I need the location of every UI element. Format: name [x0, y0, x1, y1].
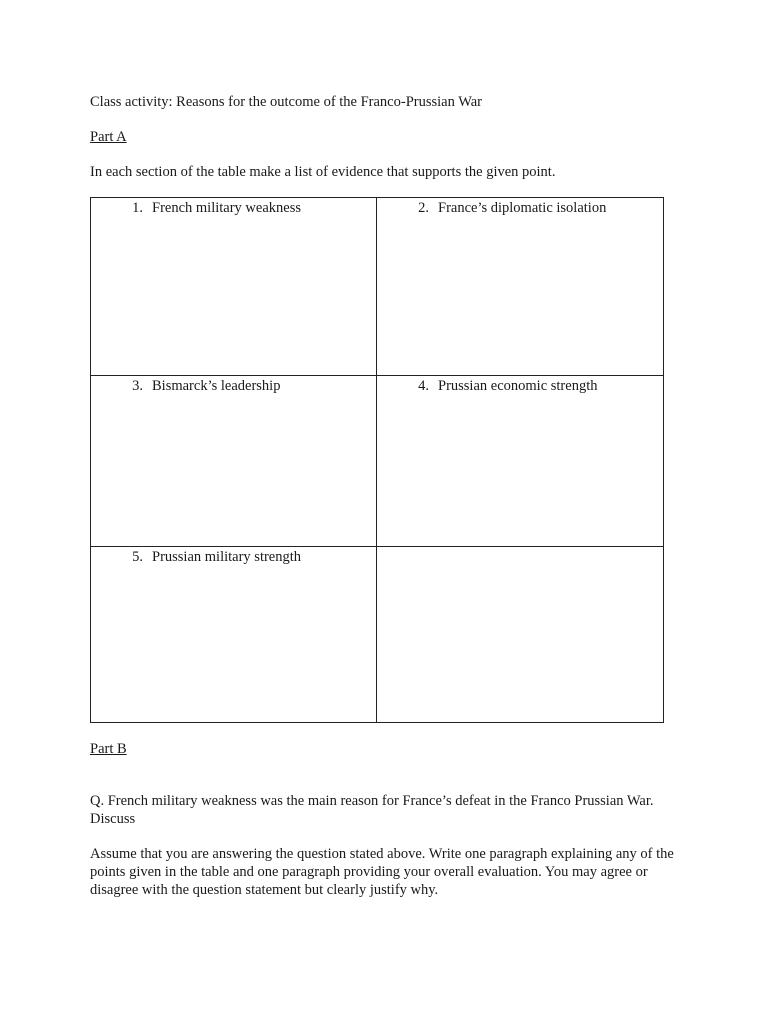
cell-number: 3. — [132, 378, 143, 394]
part-b-question: Q. French military weakness was the main reason for France’s defeat in the Franco Prussian War. Discuss — [90, 793, 654, 827]
cell-heading — [377, 198, 663, 217]
cell-label: Bismarck’s leadership — [152, 378, 281, 394]
cell-label: French military weakness — [152, 200, 301, 216]
cell-label: Prussian economic strength — [438, 378, 598, 394]
part-b-heading: Part B — [90, 741, 127, 757]
table-row — [91, 547, 664, 723]
part-a-heading: Part A — [90, 129, 127, 145]
table-cell-5[interactable] — [91, 547, 377, 723]
table-cell-2[interactable] — [377, 198, 664, 376]
cell-number: 2. — [418, 200, 429, 216]
table-cell-6[interactable] — [377, 547, 664, 723]
cell-label: Prussian military strength — [152, 549, 302, 565]
table-row — [91, 376, 664, 547]
evidence-table — [90, 197, 664, 723]
cell-number: 5. — [132, 549, 143, 565]
part-a-instruction: In each section of the table make a list of evidence that supports the given point. — [90, 164, 556, 180]
cell-heading — [91, 547, 376, 566]
cell-label: France’s diplomatic isolation — [438, 200, 607, 216]
cell-number: 1. — [132, 200, 143, 216]
cell-number: 4. — [418, 378, 429, 394]
table-cell-4[interactable] — [377, 376, 664, 547]
table-cell-1[interactable] — [91, 198, 377, 376]
cell-heading — [377, 376, 663, 395]
table-row — [91, 198, 664, 376]
cell-heading — [377, 547, 663, 548]
document-title: Class activity: Reasons for the outcome of the Franco-Prussian War — [90, 94, 482, 110]
table-cell-3[interactable] — [91, 376, 377, 547]
part-b-instructions: Assume that you are answering the question stated above. Write one paragraph explaining any of the points given in the table and one paragraph providing your overall evaluation. You may agree or disagree with the question statement but clearly justify why. — [90, 846, 674, 898]
cell-heading — [91, 376, 376, 395]
cell-heading — [91, 198, 376, 217]
